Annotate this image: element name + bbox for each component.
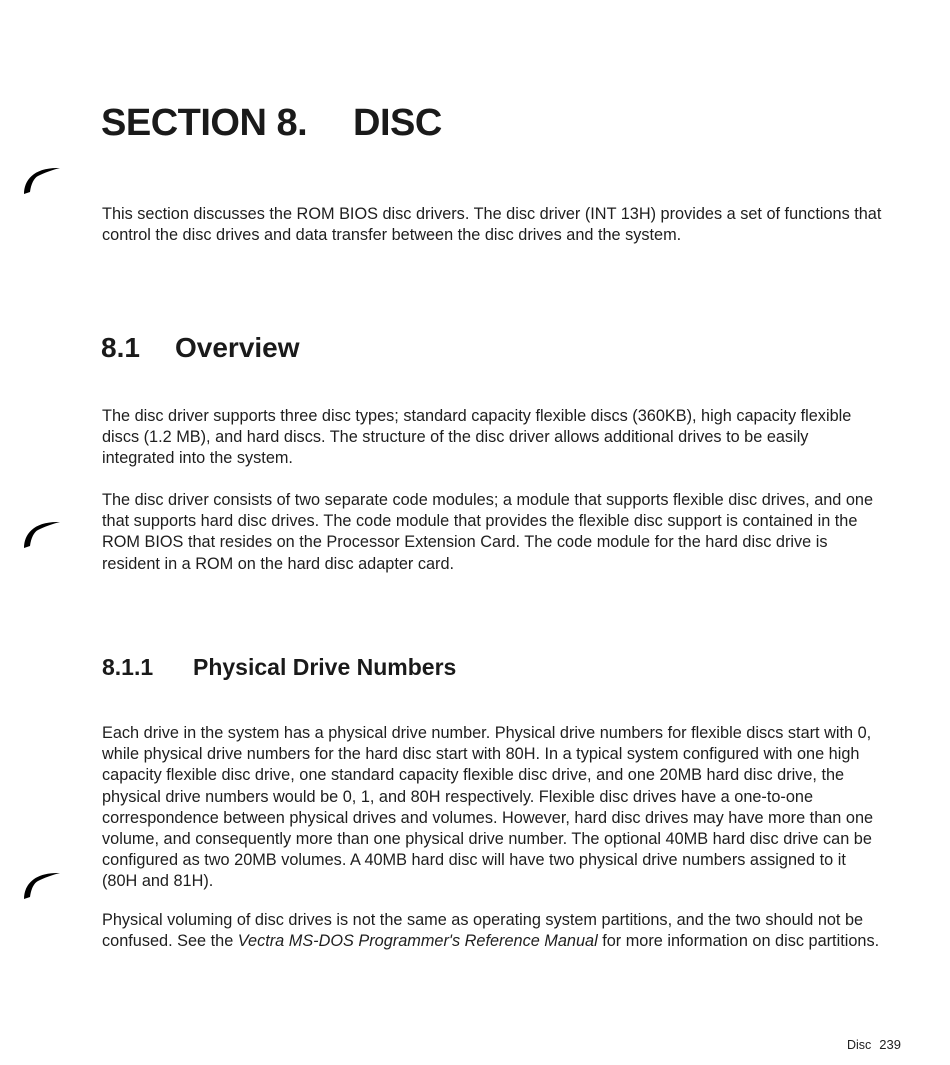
overview-number: 8.1 [101,332,140,363]
section-title [101,100,442,146]
manual-reference: Vectra MS-DOS Programmer's Reference Manual [237,932,598,951]
voluming-paragraph [102,910,882,952]
overview-title: Overview [175,332,300,363]
binder-hole-icon [22,867,66,901]
overview-paragraph: The disc driver supports three disc types; standard capacity flexible discs (360KB), high capacity flexible discs (1.2 MB), and hard discs. The structure of the disc driver allows additional drives to be easily integrated into the system. [102,407,852,468]
section-number: SECTION 8. [101,102,308,144]
voluming-text-start: Physical voluming of disc drives is not the same as operating system partitions, and the two should not be confused. See the [102,911,864,951]
binder-hole-icon [22,162,66,196]
binder-hole-icon [22,516,66,550]
overview-heading [101,330,300,366]
footer-label: Disc [846,1038,872,1052]
page-footer [847,1037,901,1052]
section-name: DISC [353,102,442,144]
physical-drives-paragraph: Each drive in the system has a physical drive number. Physical drive numbers for flexible discs start with 0, while physical drive numbers for the hard disc start with 80H. In a typical system configured with one high capacity flexible disc drive, one standard capacity flexible disc drive, and one 20MB hard disc drive, the physical drive numbers would be 0, 1, and 80H respectively. Flexible disc drives have a one-to-one correspondence between physical drives and volumes. However, hard disc drives may have more than one volume, and consequently more than one physical drive number. The optional 40MB hard disc drive can be configured as two 20MB volumes. A 40MB hard disc will have two physical drive numbers assigned to it (80H and 81H). [102,724,874,891]
overview-paragraph: The disc driver consists of two separate code modules; a module that supports flexible disc drives, and one that supports hard disc drives. The code module that provides the flexible disc support is contained in the ROM BIOS that resides on the Processor Extension Card. The code module for the hard disc drive is resident in a ROM on the hard disc adapter card. [102,491,874,573]
physical-drive-numbers-heading [102,651,456,683]
page-number: 239 [879,1037,901,1052]
intro-paragraph: This section discusses the ROM BIOS disc drivers. The disc driver (INT 13H) provides a set of functions that control the disc drives and data transfer between the disc drives and the system. [102,205,882,245]
subsection-title: Physical Drive Numbers [193,654,457,680]
subsection-number: 8.1.1 [102,654,154,680]
voluming-text-end: for more information on disc partitions. [597,932,880,951]
